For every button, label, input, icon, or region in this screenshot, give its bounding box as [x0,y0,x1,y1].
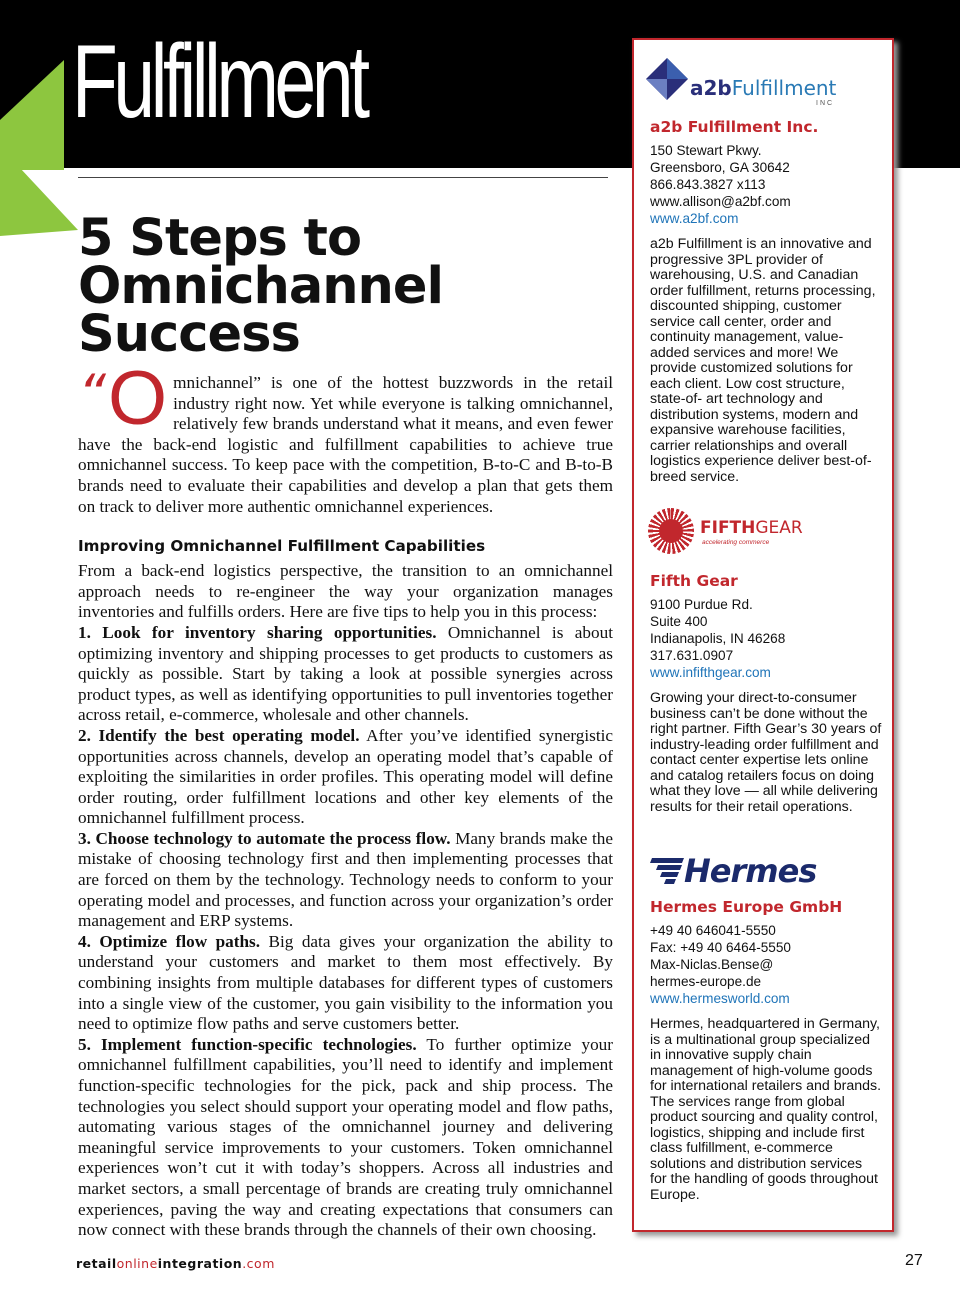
hermes-stripes-icon [646,858,684,884]
step-2-title: 2. Identify the best operating model. [78,725,360,745]
hermes-logo-text: Hermes [684,852,817,890]
vendor-name: Hermes Europe GmbH [650,898,843,916]
vendor-a2b [650,118,882,485]
vendor-phone: 317.631.0907 [650,648,734,663]
step-1-title: 1. Look for inventory sharing opportunities. [78,622,437,642]
header-rule [78,177,608,178]
green-corner-decoration [0,168,80,248]
vendor-address-line: 9100 Purdue Rd. [650,597,753,612]
step-3 [78,829,613,932]
vendor-website-link[interactable]: www.a2bf.com [650,211,739,226]
step-2 [78,726,613,829]
vendor-name: Fifth Gear [650,572,738,590]
vendor-address-line: Indianapolis, IN 46268 [650,631,786,646]
vendor-phone: +49 40 646041-5550 [650,923,776,938]
step-1-text: Omnichannel is about optimizing inventory and shipping processes to get products to customers as quickly as possible. Start by taking a look at possible synergies across product types, as well as identifying opportunities to pull inventories together across retail, e-commerce, wholesale and other channels. [78,622,613,725]
a2b-logo-text [690,76,836,100]
section-title: Fulfillment [72,24,366,140]
vendor-email: Max-Niclas.Bense@ [650,957,774,972]
step-3-title: 3. Choose technology to automate the process flow. [78,828,451,848]
step-1 [78,623,613,726]
a2b-logo-sub: Fulfillment [731,76,837,100]
headline-line-1: 5 Steps to [78,209,361,268]
step-4-text: Big data gives your organization the ability to understand your customers and market to them most effectively. By combining insights from multiple databases for different types of customers into a single view of the customer, you gain visibility to the information you need to optimize flow paths and serve customers better. [78,931,614,1034]
a2b-logo [644,56,844,112]
vendor-hermes [650,898,882,1203]
vendor-address-line: Suite 400 [650,614,708,629]
headline-line-2: Omnichannel [78,257,443,316]
vendor-fifth-gear [650,572,882,815]
fifth-gear-logo [648,508,868,560]
vendor-address-line: 150 Stewart Pkwy. [650,143,762,158]
intro-quote-mark: “ [78,363,106,426]
step-4 [78,932,613,1035]
fifth-gear-logo-sub: GEAR [755,518,803,538]
subhead: Improving Omnichannel Fulfillment Capabilities [78,537,486,556]
vendor-fax: Fax: +49 40 6464-5550 [650,940,791,955]
gear-icon [648,508,694,554]
step-3-text: Many brands make the mistake of choosing technology first and then implementing processes that are forced on them by the technology. Technology needs to conform to your operating model and processes, and function across your organization’s order management and ERP systems. [78,828,613,931]
vendor-address-line: Greensboro, GA 30642 [650,160,790,175]
headline [78,209,613,364]
step-5-title: 5. Implement function-specific technologies. [78,1034,417,1054]
fifth-gear-logo-main: FIFTH [700,518,756,538]
hermes-logo [646,852,846,892]
a2b-logo-inc: INC [816,100,835,107]
vendor-name: a2b Fulfillment Inc. [650,118,819,136]
page-number: 27 [905,1252,923,1269]
vendor-description: Hermes, headquartered in Germany, is a multinational group specialized in innovative supply chain management of high-volume goods for international retailers and brands. The services range from global product sourcing and quality control, logistics, shipping and include first class fulfillment, e-commerce solutions and distribution services for the handling of goods throughout Europe. [650,1016,882,1203]
footer-url-part: .com [242,1256,275,1271]
vendor-sidebar [632,38,894,1232]
vendor-website-link[interactable]: www.infifthgear.com [650,665,771,680]
step-5-text: To further optimize your omnichannel fulfillment capabilities, you’ll need to identify and implement function-specific technologies for the pick, pack and ship process. The technologies you select should support your operating model and flow paths, automating various stages of the omnichannel journey and delivering meaningful service improvements to your customers. Token omnichannel experiences won’t cut it with today’s shoppers. Across all industries and market sectors, a small percentage of brands are creating truly omnichannel experiences, paving the way and creating expectations that consumers can now connect with these brands through the channels of their own choosing. [78,1034,613,1240]
fifth-gear-logo-text [700,518,803,538]
a2b-logo-main: a2b [690,76,732,100]
step-4-title: 4. Optimize flow paths. [78,931,261,951]
vendor-email: hermes-europe.de [650,974,762,989]
a2b-diamond-icon [644,56,690,102]
lead-paragraph: From a back-end logistics perspective, the transition to an omnichannel approach needs to re-engineer the way your organization manages inventories and fulfills orders. Here are five tips to help you in this process: [78,561,613,622]
fifth-gear-tagline: accelerating commerce [702,539,770,546]
intro-text: mnichannel” is one of the hottest buzzwords in the retail industry right now. Yet while everyone is talking omnichannel, relatively few brands understand what it means, and even fewer have the back-end logistic and fulfillment capabilities to achieve true omnichannel success. To keep pace with the competition, B-to-C and B-to-B brands need to evaluate their capabilities and develop a plan that gets them on track to deliver more authentic omnichannel experiences. [78,373,613,516]
vendor-website-link[interactable]: www.hermesworld.com [650,991,790,1006]
vendor-email: www.allison@a2bf.com [650,194,791,209]
step-2-text: After you’ve identified synergistic opportunities across channels, develop an operating model that’s capable of exploiting the similarities in order profiles. This operating model will define order routing, order fulfillment locations and other key elements of the omnichannel fulfillment process. [78,725,613,828]
vendor-phone: 866.843.3827 x113 [650,177,766,192]
footer-url-part: integration [157,1256,243,1271]
vendor-description: a2b Fulfillment is an innovative and progressive 3PL provider of warehousing, U.S. and Canadian order fulfillment, returns processing, discounted shipping, customer service call center, order and continuity management, value-added services and more! We provide customized solutions for each client. Low cost structure, state-of- art technology and distribution systems, modern and expansive warehouse facilities, carrier relationships and overall logistics experience deliver best-of-breed service. [650,236,876,485]
headline-line-3: Success [78,305,300,364]
footer-url-part: online [116,1256,158,1271]
footer-url-part: retail [76,1256,117,1271]
intro-dropcap: O [107,356,168,441]
footer-url[interactable] [76,1256,275,1271]
intro-paragraph [78,356,613,517]
vendor-description: Growing your direct-to-consumer business can’t be done without the right partner. Fifth Gear’s 30 years of industry-leading order fulfillment and contact center expertise lets online and catalog retailers focus on doing what they love — all while delivering results for their retail operations. [650,690,882,815]
article [78,205,613,1241]
step-5 [78,1035,613,1241]
